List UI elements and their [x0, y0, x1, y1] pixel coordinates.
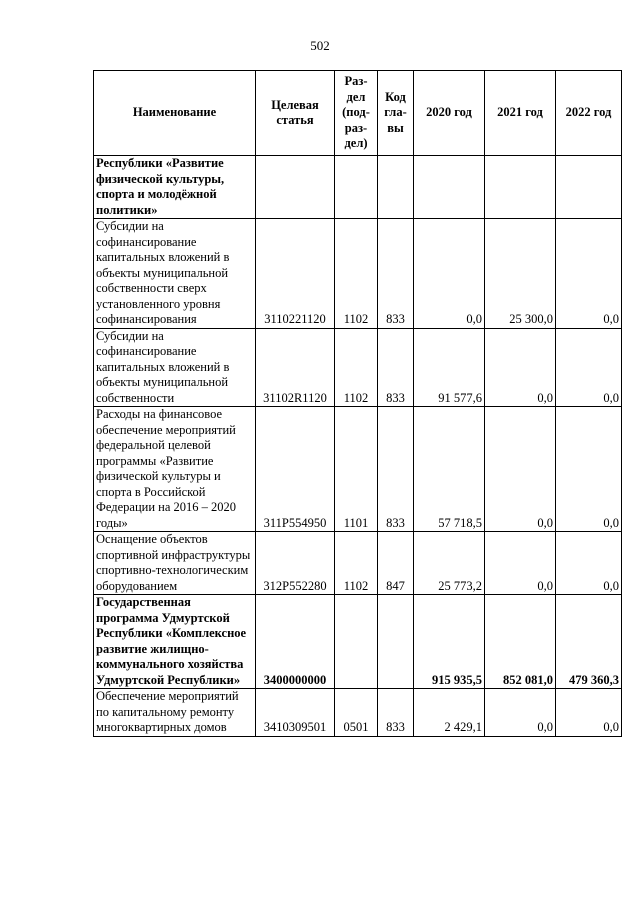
- row-section: 1102: [335, 532, 378, 595]
- row-value-2022: 0,0: [556, 532, 622, 595]
- row-name: Расходы на финансовое обеспечение мероприятий федеральной целевой программы «Развитие физической культуры и спорта в Российской Федерации на 2016 – 2020 годы»: [94, 407, 256, 532]
- table-row: [94, 328, 622, 407]
- row-value-2021: 0,0: [485, 532, 556, 595]
- header-year-2022: 2022 год: [556, 71, 622, 156]
- row-section: 0501: [335, 689, 378, 737]
- header-target-article: Целевая статья: [256, 71, 335, 156]
- table-row: [94, 156, 622, 219]
- header-section: Раз-дел (под-раз-дел): [335, 71, 378, 156]
- header-chapter-code: Код гла-вы: [378, 71, 414, 156]
- row-value-2021: 0,0: [485, 407, 556, 532]
- row-chapter-code: 833: [378, 328, 414, 407]
- budget-table: [93, 70, 622, 737]
- table-row: [94, 532, 622, 595]
- row-value-2022: 0,0: [556, 219, 622, 329]
- row-value-2020: [414, 156, 485, 219]
- row-name: Субсидии на софинансирование капитальных вложений в объекты муниципальной собственности сверх установленного уровня софинансирования: [94, 219, 256, 329]
- header-name: Наименование: [94, 71, 256, 156]
- row-chapter-code: [378, 595, 414, 689]
- row-value-2021: 852 081,0: [485, 595, 556, 689]
- row-chapter-code: 833: [378, 407, 414, 532]
- row-value-2021: [485, 156, 556, 219]
- row-target-article: 3110221120: [256, 219, 335, 329]
- row-section: [335, 156, 378, 219]
- row-chapter-code: 833: [378, 219, 414, 329]
- row-target-article: 31102R1120: [256, 328, 335, 407]
- row-value-2022: 479 360,3: [556, 595, 622, 689]
- row-target-article: [256, 156, 335, 219]
- row-section: 1102: [335, 328, 378, 407]
- table-row: [94, 219, 622, 329]
- row-value-2020: 91 577,6: [414, 328, 485, 407]
- row-section: [335, 595, 378, 689]
- row-value-2021: 0,0: [485, 689, 556, 737]
- page-number: 502: [310, 38, 330, 53]
- row-chapter-code: 847: [378, 532, 414, 595]
- row-name: Республики «Развитие физической культуры, спорта и молодёжной политики»: [94, 156, 256, 219]
- row-value-2021: 25 300,0: [485, 219, 556, 329]
- table-row: [94, 595, 622, 689]
- row-name: Оснащение объектов спортивной инфраструктуры спортивно-технологическим оборудованием: [94, 532, 256, 595]
- row-value-2020: 2 429,1: [414, 689, 485, 737]
- row-value-2022: 0,0: [556, 689, 622, 737]
- row-value-2020: 915 935,5: [414, 595, 485, 689]
- row-section: 1101: [335, 407, 378, 532]
- header-row: [94, 71, 622, 156]
- row-value-2022: [556, 156, 622, 219]
- table-row: [94, 407, 622, 532]
- row-name: Государственная программа Удмуртской Республики «Комплексное развитие жилищно-коммунального хозяйства Удмуртской Республики»: [94, 595, 256, 689]
- row-value-2020: 57 718,5: [414, 407, 485, 532]
- row-value-2022: 0,0: [556, 407, 622, 532]
- row-chapter-code: 833: [378, 689, 414, 737]
- row-value-2022: 0,0: [556, 328, 622, 407]
- row-value-2021: 0,0: [485, 328, 556, 407]
- row-section: 1102: [335, 219, 378, 329]
- row-value-2020: 25 773,2: [414, 532, 485, 595]
- row-value-2020: 0,0: [414, 219, 485, 329]
- row-target-article: 3410309501: [256, 689, 335, 737]
- header-year-2021: 2021 год: [485, 71, 556, 156]
- row-target-article: 311P554950: [256, 407, 335, 532]
- row-chapter-code: [378, 156, 414, 219]
- row-target-article: 3400000000: [256, 595, 335, 689]
- table-row: [94, 689, 622, 737]
- row-target-article: 312P552280: [256, 532, 335, 595]
- header-year-2020: 2020 год: [414, 71, 485, 156]
- row-name: Субсидии на софинансирование капитальных вложений в объекты муниципальной собственности: [94, 328, 256, 407]
- row-name: Обеспечение мероприятий по капитальному ремонту многоквартирных домов: [94, 689, 256, 737]
